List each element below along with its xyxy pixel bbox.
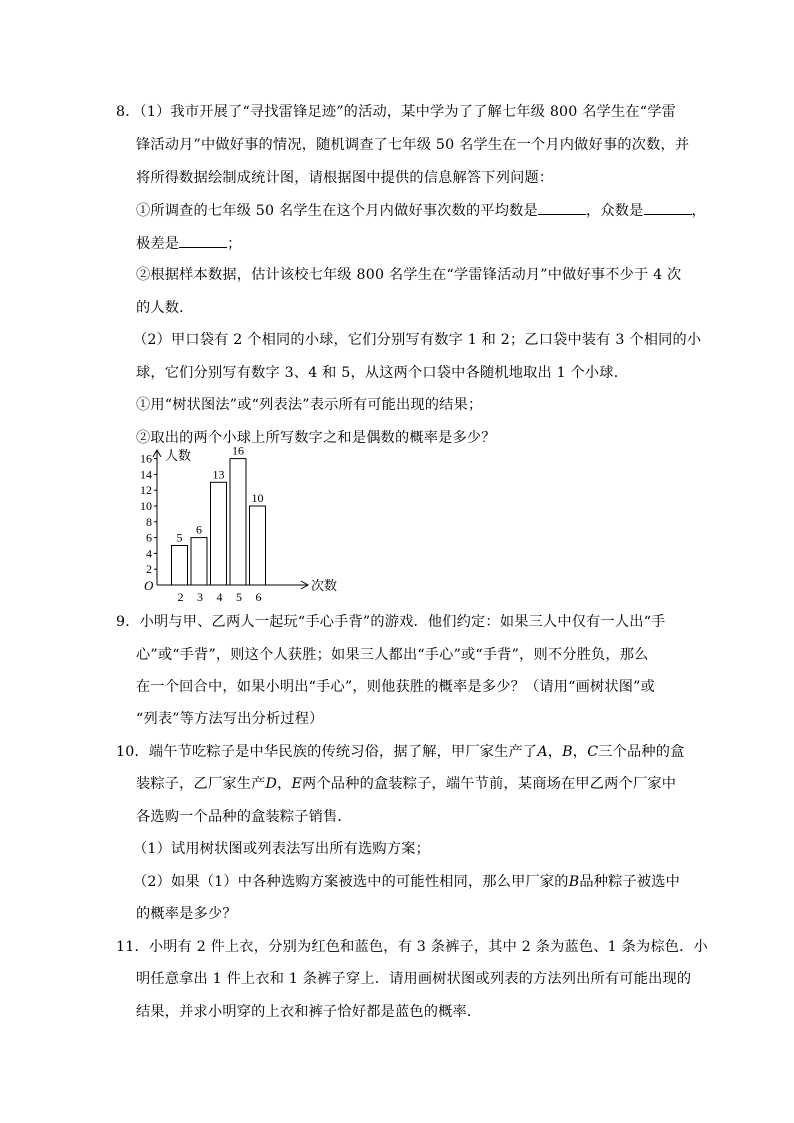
q10-line-3: 各选购一个品种的盒装粽子销售． <box>136 809 352 825</box>
q8-line-4 <box>136 200 706 221</box>
q8-line-6: ②根据样本数据，估计该校七年级 800 名学生在“学雷锋活动月”中做好事不少于 4 次 <box>136 267 682 283</box>
q8-line-11: ②取出的两个小球上所写数字之和是偶数的概率是多少？ <box>136 430 496 446</box>
bar <box>250 506 266 585</box>
q10-line-5-text: （2）如果（1）中各种选购方案被选中的可能性相同，那么甲厂家的 <box>133 874 569 890</box>
q10-line-5-end: 品种粽子被选中 <box>579 874 681 890</box>
y-tick-label: 2 <box>146 562 152 577</box>
x-tick-label: 5 <box>236 590 242 604</box>
answer-blank-range[interactable] <box>179 233 227 248</box>
q9-line-2: 心”或“手背”，则这个人获胜；如果三人都出“手心”或“手背”，则不分胜负，那么 <box>136 647 649 663</box>
bar <box>211 482 227 585</box>
q10-line-1 <box>116 742 685 762</box>
bar-value-label: 16 <box>232 443 244 458</box>
q8-line-7: 的人数． <box>136 300 194 316</box>
q10-line-1-end: 三个品种的盒 <box>598 744 685 760</box>
q10-line-5 <box>133 872 680 892</box>
q8-q1-comma: ， <box>691 203 706 219</box>
bar-value-label: 13 <box>212 467 225 482</box>
var-a: A <box>537 744 548 760</box>
x-tick-label: 4 <box>216 590 223 604</box>
y-tick-label: 10 <box>140 499 152 513</box>
comma: ， <box>572 744 588 760</box>
q8-line-10: ①用“树状图法”或“列表法”表示所有可能出现的结果； <box>136 397 483 413</box>
y-tick-label: 14 <box>140 467 152 482</box>
var-c: C <box>587 744 599 760</box>
comma: ， <box>547 744 563 760</box>
q8-line-3: 将所得数据绘制成统计图，请根据图中提供的信息解答下列问题： <box>136 170 554 186</box>
var-d: D <box>265 776 278 792</box>
bar-value-label: 6 <box>196 522 202 537</box>
q10-line-2-end: 两个品种的盒装粽子，端午节前，某商场在甲乙两个厂家中 <box>302 776 677 792</box>
bar-value-label: 10 <box>251 491 264 505</box>
q8-line-2: 锋活动月”中做好事的情况，随机调查了七年级 50 名学生在一个月内做好事的次数，并 <box>136 137 690 153</box>
q10-line-4: （1）试用树状图或列表法写出所有选购方案； <box>133 841 430 857</box>
q10-line-6: 的概率是多少？ <box>136 906 237 922</box>
answer-blank-mean[interactable] <box>538 200 586 215</box>
q8-line-8: （2）甲口袋有 2 个相同的小球，它们分别写有数字 1 和 2；乙口袋中装有 3 个相同的小 <box>133 332 702 348</box>
comma: ， <box>277 776 292 792</box>
var-e: E <box>291 776 303 792</box>
q8-line-1: 8．（1）我市开展了“寻找雷锋足迹”的活动，某中学为了了解七年级 800 名学生在“学雷 <box>116 104 676 120</box>
y-tick-label: 8 <box>146 514 152 529</box>
var-b: B <box>562 744 573 760</box>
q8-line-9: 球，它们分别写有数字 3、4 和 5，从这两个口袋中各随机地取出 1 个小球． <box>136 365 629 381</box>
q8-range-text: 极差是 <box>136 236 180 252</box>
var-b: B <box>568 874 580 890</box>
x-tick-label: 2 <box>177 590 184 604</box>
x-axis-label: 次数 <box>311 578 338 593</box>
x-tick-label: 3 <box>197 590 203 604</box>
q10-line-1-text: 10．端午节吃粽子是中华民族的传统习俗，据了解，甲厂家生产了 <box>116 744 538 760</box>
bar <box>172 546 188 586</box>
q9-line-1: 9．小明与甲、乙两人一起玩“手心手背”的游戏．他们约定：如果三人中仅有一人出“手 <box>116 614 666 630</box>
answer-blank-mode[interactable] <box>644 200 692 215</box>
q10-line-2 <box>136 774 676 794</box>
origin-label: O <box>144 578 154 593</box>
x-tick-label: 6 <box>255 590 262 604</box>
y-tick-label: 6 <box>146 530 152 545</box>
q8-range-semicolon: ； <box>227 236 242 252</box>
q8-line-5 <box>136 233 242 254</box>
q11-line-3: 结果，并求小明穿的上衣和裤子恰好都是蓝色的概率． <box>136 1004 482 1020</box>
bar <box>191 538 207 585</box>
y-tick-label: 4 <box>146 546 152 561</box>
q9-line-4: “列表”等方法写出分析过程） <box>136 711 324 727</box>
q10-line-2-text: 装粽子，乙厂家生产 <box>136 776 266 792</box>
q8-q1-text: ①所调查的七年级 50 名学生在这个月内做好事次数的平均数是 <box>136 203 538 219</box>
bar-value-label: 5 <box>176 530 183 545</box>
y-tick-label: 12 <box>140 483 152 498</box>
q11-line-2: 明任意拿出 1 件上衣和 1 条裤子穿上．请用画树状图或列表的方法列出所有可能出现的 <box>136 971 692 987</box>
q8-q1-mode-text: ，众数是 <box>585 203 644 219</box>
bar <box>230 459 246 585</box>
bar-chart <box>128 440 358 610</box>
y-tick-label: 16 <box>140 451 152 466</box>
y-axis-label: 人数 <box>165 448 192 463</box>
q11-line-1: 11．小明有 2 件上衣，分别为红色和蓝色，有 3 条裤子，其中 2 条为蓝色、1 条为棕色．小 <box>116 939 708 955</box>
q9-line-3: 在一个回合中，如果小明出“手心”，则他获胜的概率是多少？（请用“画树状图”或 <box>136 679 655 695</box>
